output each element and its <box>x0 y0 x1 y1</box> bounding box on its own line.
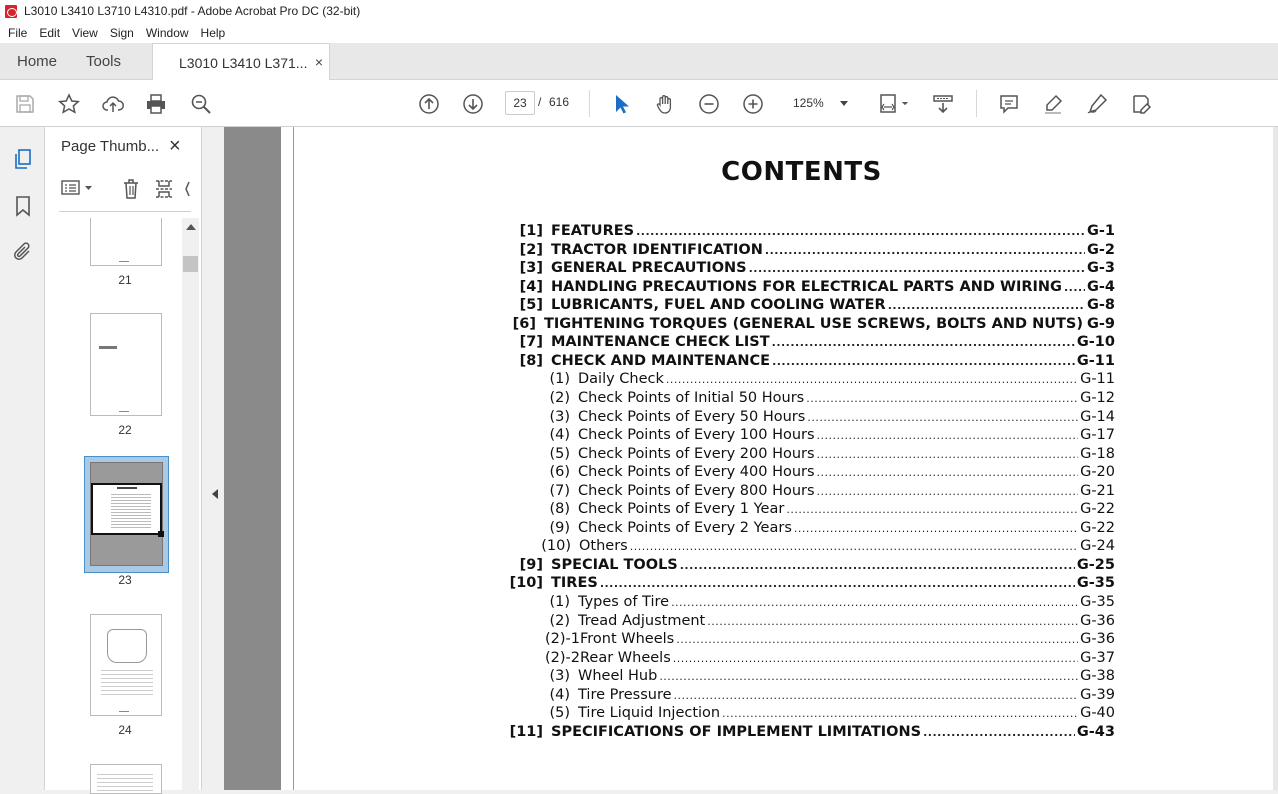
toc-entry-page: G-20 <box>1080 464 1115 481</box>
toc-entry-number: [4] <box>519 278 543 295</box>
toc-entry-page: G-4 <box>1086 278 1115 295</box>
toc-leader-dots <box>772 336 1075 349</box>
thumbnail-page-22[interactable] <box>90 313 162 416</box>
toc-leader-dots <box>923 726 1075 739</box>
toc-entry[interactable] <box>545 501 1115 519</box>
toc-entry-number: (8) <box>549 501 570 518</box>
chevron-down-icon <box>840 101 848 106</box>
toc-entry-number: [6] <box>512 315 536 332</box>
menu-bar <box>0 22 1278 43</box>
toc-entry-label: Types of Tire <box>578 594 670 610</box>
thumbnail-page-23[interactable] <box>90 462 163 566</box>
page-separator: / <box>538 95 542 109</box>
title-bar <box>0 0 1278 22</box>
highlight-pen-icon[interactable] <box>1040 91 1066 117</box>
toc-entry-number: (1) <box>549 371 570 388</box>
page-text-lines <box>111 492 151 530</box>
thumbnail-page-21[interactable] <box>90 218 162 266</box>
toc-leader-dots <box>636 225 1085 238</box>
toc-entry-label: TIRES <box>551 575 598 592</box>
toc-entry-label: SPECIAL TOOLS <box>551 556 678 573</box>
window-title: L3010 L3410 L3710 L4310.pdf - Adobe Acrobat Pro DC (32-bit) <box>24 4 361 18</box>
toc-entry-number: (3) <box>549 668 570 685</box>
tab-home[interactable]: Home <box>16 53 57 70</box>
toc-entry-page: G-11 <box>1076 352 1115 369</box>
toc-entry-number: [9] <box>519 556 543 573</box>
toc-entry[interactable] <box>512 353 1115 371</box>
toc-leader-dots <box>807 411 1078 424</box>
toc-entry[interactable] <box>545 631 1115 649</box>
thumbnail-label: 21 <box>118 273 132 287</box>
fill-sign-icon[interactable] <box>1128 91 1154 117</box>
toc-entry-page: G-1 <box>1086 223 1115 239</box>
toc-entry-label: FEATURES <box>551 223 635 239</box>
toolbar-divider <box>589 90 590 117</box>
toc-leader-dots <box>722 707 1078 720</box>
toc-leader-dots <box>707 615 1078 628</box>
tractor-illustration <box>107 629 147 663</box>
menu-file[interactable]: File <box>8 25 28 40</box>
toc-entry-number: (1) <box>549 594 570 610</box>
toc-leader-dots <box>630 540 1078 553</box>
toc-entry[interactable] <box>545 427 1115 445</box>
toc-entry-number: (6) <box>549 464 570 481</box>
toc-entry-label: Tire Pressure <box>578 686 672 703</box>
attachments-paperclip-icon[interactable] <box>11 240 35 264</box>
toc-leader-dots <box>817 448 1079 461</box>
select-cursor-icon[interactable] <box>608 91 634 117</box>
next-page-icon[interactable] <box>460 91 486 117</box>
toc-leader-dots <box>806 392 1078 405</box>
toc-entry[interactable] <box>512 223 1115 241</box>
toc-entry[interactable] <box>512 557 1115 575</box>
tab-bar <box>0 43 1278 80</box>
toc-entry-label: Check Points of Initial 50 Hours <box>578 389 805 406</box>
zoom-in-icon[interactable] <box>740 91 766 117</box>
toc-entry-page: G-17 <box>1080 427 1115 444</box>
toc-entry-number: (4) <box>549 686 570 703</box>
toc-entry-page: G-18 <box>1080 445 1115 462</box>
menu-sign[interactable]: Sign <box>109 25 134 40</box>
bookmarks-icon[interactable] <box>11 194 35 218</box>
bookmark-star-icon[interactable] <box>56 91 82 117</box>
sign-pen-icon[interactable] <box>1084 91 1110 117</box>
more-tools-icon[interactable] <box>183 178 191 205</box>
toc-entry-page: G-21 <box>1080 482 1115 499</box>
page-fit-icon[interactable] <box>876 91 912 117</box>
toc-entry-number: (4) <box>549 427 570 444</box>
toc-entry-number: [8] <box>519 352 543 369</box>
toc-entry-number: (7) <box>549 482 570 499</box>
page-number-input[interactable]: 23 <box>505 91 535 115</box>
toc-leader-dots <box>749 262 1085 275</box>
page-heading-mark <box>99 346 117 349</box>
toc-entry-number: (10) <box>541 538 571 555</box>
toc-entry-label: Front Wheels <box>580 631 675 648</box>
toc-leader-dots <box>765 244 1085 257</box>
toc-entry-number: (9) <box>549 519 570 536</box>
toc-leader-dots <box>772 355 1075 368</box>
toc-entry-number: (3) <box>549 408 570 425</box>
toc-entry-page: G-36 <box>1080 612 1115 629</box>
toc-entry[interactable] <box>545 650 1115 668</box>
toc-entry-number: (5) <box>549 705 570 722</box>
toc-entry-page: G-12 <box>1080 389 1115 406</box>
toc-entry-label: TIGHTENING TORQUES (GENERAL USE SCREWS, BOLTS AND NUTS) <box>543 315 1083 332</box>
toc-entry-label: SPECIFICATIONS OF IMPLEMENT LIMITATIONS <box>551 723 922 740</box>
toc-entry-page: G-22 <box>1080 501 1115 518</box>
toc-leader-dots <box>786 503 1078 516</box>
toc-entry-label: Check Points of Every 400 Hours <box>578 464 815 481</box>
thumbnail-label: 22 <box>118 423 132 437</box>
print-icon[interactable] <box>143 91 169 117</box>
toc-leader-dots <box>676 633 1078 646</box>
toc-entry[interactable] <box>536 538 1115 556</box>
toc-entry[interactable] <box>512 242 1115 260</box>
zoom-out-icon[interactable] <box>696 91 722 117</box>
toc-entry-label: Tread Adjustment <box>578 612 706 629</box>
toc-leader-dots <box>674 689 1079 702</box>
panel-close-button[interactable]: × <box>169 135 181 157</box>
page-heading-mark <box>117 487 137 489</box>
delete-pages-icon[interactable] <box>121 178 141 205</box>
menu-help[interactable]: Help <box>200 25 226 40</box>
toc-entry-page: G-25 <box>1076 556 1115 573</box>
toc-entry-page: G-14 <box>1080 408 1115 425</box>
resize-handle[interactable] <box>158 531 164 537</box>
toc-leader-dots <box>1064 281 1085 294</box>
contents-heading: CONTENTS <box>721 157 882 187</box>
hand-tool-icon[interactable] <box>652 91 678 117</box>
panel-splitter[interactable] <box>201 127 224 790</box>
page-footer-mark <box>119 711 129 712</box>
toc-entry-label: CHECK AND MAINTENANCE <box>551 352 771 369</box>
toc-entry-label: LUBRICANTS, FUEL AND COOLING WATER <box>551 297 886 314</box>
thumbnail-scrollbar[interactable] <box>182 218 199 790</box>
toc-entry[interactable] <box>545 687 1115 705</box>
tab-document[interactable] <box>152 43 330 81</box>
toc-entry-page: G-43 <box>1076 723 1115 740</box>
toc-entry-label: Others <box>579 538 628 555</box>
toc-leader-dots <box>794 522 1078 535</box>
toc-entry-label: Check Points of Every 100 Hours <box>578 427 815 444</box>
toc-entry-page: G-24 <box>1080 538 1115 555</box>
toc-entry-number: [3] <box>519 260 543 277</box>
panel-title: Page Thumb... <box>61 138 160 155</box>
toc-entry-label: GENERAL PRECAUTIONS <box>551 260 747 277</box>
collapse-panel-icon[interactable] <box>212 489 218 499</box>
toc-entry[interactable] <box>512 297 1115 315</box>
toc-entry[interactable] <box>545 483 1115 501</box>
acrobat-app-icon <box>5 5 17 18</box>
toc-entry-label: MAINTENANCE CHECK LIST <box>551 334 770 351</box>
scroll-mode-icon[interactable] <box>930 91 956 117</box>
toc-entry[interactable] <box>545 668 1115 686</box>
toc-entry[interactable] <box>545 705 1115 723</box>
toc-entry[interactable] <box>505 724 1115 742</box>
menu-edit[interactable]: Edit <box>39 25 61 40</box>
toc-entry[interactable] <box>545 613 1115 631</box>
toc-entry-number: [11] <box>509 723 543 740</box>
toc-entry[interactable] <box>545 390 1115 408</box>
toc-leader-dots <box>817 466 1079 479</box>
scroll-up-icon[interactable] <box>186 224 196 230</box>
main-toolbar <box>0 80 1278 127</box>
thumbnail-options-icon[interactable] <box>61 178 95 203</box>
toc-entry-number: [2] <box>519 241 543 258</box>
toc-leader-dots <box>888 299 1085 312</box>
total-pages: 616 <box>549 95 570 109</box>
page-footer-mark <box>119 411 129 412</box>
toc-entry-page: G-2 <box>1086 241 1115 258</box>
page-thumbnails-icon[interactable] <box>11 147 35 171</box>
upload-cloud-icon[interactable] <box>100 91 126 117</box>
toc-entry-page: G-40 <box>1080 705 1115 722</box>
toc-entry-page: G-35 <box>1076 575 1115 592</box>
toc-entry-page: G-3 <box>1086 260 1115 277</box>
toc-leader-dots <box>666 373 1078 386</box>
toc-entry-number: [1] <box>519 223 543 239</box>
toc-entry-label: Check Points of Every 200 Hours <box>578 445 815 462</box>
toc-entry-page: G-36 <box>1080 631 1115 648</box>
page-text-lines <box>101 667 153 697</box>
toc-entry-label: Check Points of Every 1 Year <box>578 501 785 518</box>
page-edge <box>293 127 294 790</box>
toc-entry-page: G-38 <box>1080 668 1115 685</box>
toc-entry-page: G-9 <box>1086 315 1115 332</box>
toc-entry-label: Tire Liquid Injection <box>578 705 721 722</box>
page-footer-mark <box>119 261 129 262</box>
panel-toolbar <box>59 176 191 202</box>
toc-entry[interactable] <box>545 409 1115 427</box>
toc-entry-number: (2) <box>549 612 570 629</box>
toc-entry-page: G-10 <box>1076 334 1115 351</box>
toc-entry[interactable] <box>505 575 1115 593</box>
toc-entry-page: G-39 <box>1080 686 1115 703</box>
toc-entry[interactable] <box>512 334 1115 352</box>
toc-entry[interactable] <box>512 316 1115 334</box>
extract-pages-icon[interactable] <box>153 178 175 205</box>
document-scrollbar[interactable] <box>1273 127 1278 790</box>
find-zoom-icon[interactable] <box>188 91 214 117</box>
menu-view[interactable]: View <box>72 25 98 40</box>
toc-entry-page: G-37 <box>1080 649 1115 666</box>
toc-entry-page: G-35 <box>1080 594 1115 610</box>
toc-entry-number: [5] <box>519 297 543 314</box>
tab-tools[interactable]: Tools <box>86 53 122 70</box>
thumbnail-label: 24 <box>118 723 132 737</box>
toc-leader-dots <box>817 429 1079 442</box>
toc-entry[interactable] <box>545 594 1115 612</box>
previous-page-icon[interactable] <box>416 91 442 117</box>
toc-entry-label: HANDLING PRECAUTIONS FOR ELECTRICAL PARTS AND WIRING <box>551 278 1062 295</box>
toc-leader-dots <box>659 670 1078 683</box>
toc-entry[interactable] <box>512 279 1115 297</box>
menu-window[interactable]: Window <box>145 25 189 40</box>
page-text-lines <box>97 771 153 791</box>
toc-entry[interactable] <box>545 446 1115 464</box>
toc-entry-number: (2) <box>549 389 570 406</box>
toc-entry[interactable] <box>512 260 1115 278</box>
toc-entry-label: Check Points of Every 800 Hours <box>578 482 815 499</box>
toc-entry-number: [10] <box>509 575 543 592</box>
toc-entry[interactable] <box>545 520 1115 538</box>
toc-entry-number: (5) <box>549 445 570 462</box>
scrollbar-thumb[interactable] <box>183 256 198 272</box>
toc-entry-label: Wheel Hub <box>578 668 658 685</box>
page-gutter <box>224 127 281 790</box>
toc-entry-label: Rear Wheels <box>580 649 671 666</box>
toc-entry-label: Daily Check <box>578 371 664 388</box>
toc-entry-page: G-22 <box>1080 519 1115 536</box>
toc-entry-number: (2)-1 <box>545 631 580 648</box>
tab-document-label: L3010 L3410 L371... <box>179 54 308 71</box>
current-view-box[interactable] <box>91 483 162 535</box>
toc-entry-label: TRACTOR IDENTIFICATION <box>551 241 763 258</box>
thumbnail-label: 23 <box>118 573 132 587</box>
toc-leader-dots <box>680 559 1075 572</box>
tab-close-button[interactable]: × <box>314 54 323 70</box>
toc-entry-number: [7] <box>519 334 543 351</box>
toc-leader-dots <box>671 596 1078 609</box>
save-icon[interactable] <box>12 91 38 117</box>
zoom-level-select[interactable] <box>786 91 854 115</box>
toc-entry[interactable] <box>545 371 1115 389</box>
toc-entry-label: Check Points of Every 50 Hours <box>578 408 806 425</box>
toc-entry-number: (2)-2 <box>545 649 580 666</box>
thumbnail-page-24[interactable] <box>90 614 162 716</box>
left-navigation-rail <box>0 127 45 790</box>
toc-leader-dots <box>600 577 1075 590</box>
zoom-level-value: 125% <box>793 96 824 110</box>
toc-entry[interactable] <box>545 464 1115 482</box>
toc-entry-label: Check Points of Every 2 Years <box>578 519 792 536</box>
toc-entry-page: G-8 <box>1086 297 1115 314</box>
panel-divider <box>59 211 191 212</box>
toc-leader-dots <box>817 485 1079 498</box>
toc-entry-page: G-11 <box>1080 371 1115 388</box>
comment-icon[interactable] <box>996 91 1022 117</box>
toolbar-divider <box>976 90 977 117</box>
toc-leader-dots <box>673 652 1078 665</box>
